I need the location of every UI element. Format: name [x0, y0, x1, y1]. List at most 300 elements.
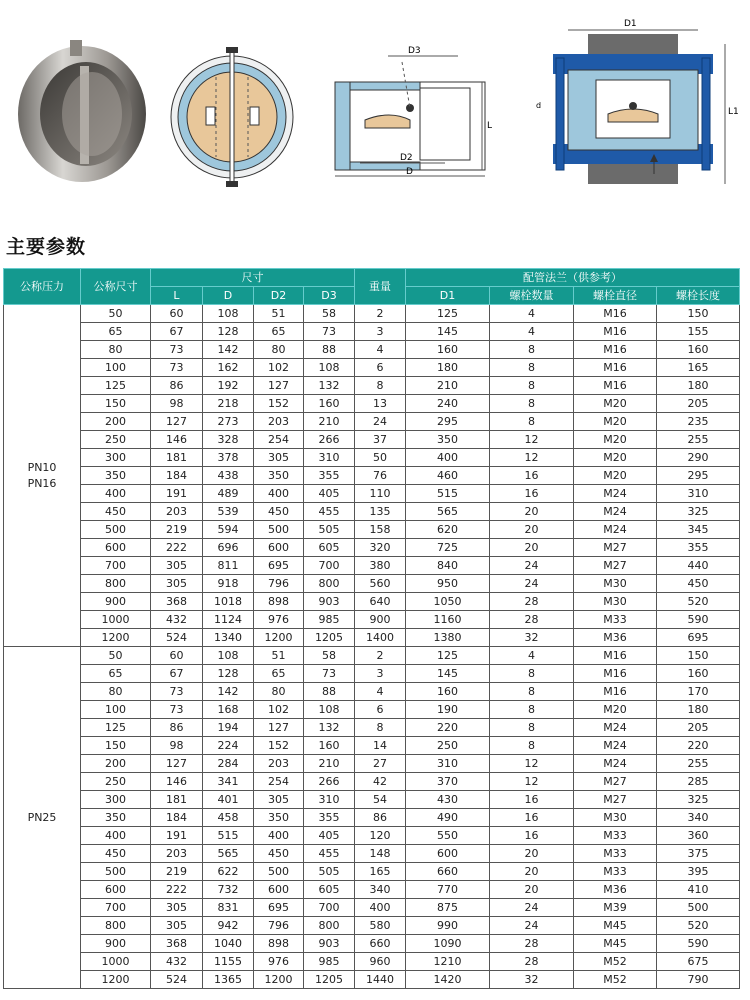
- header-flange: 配管法兰（供参考）: [406, 269, 740, 287]
- table-cell: 985: [304, 953, 355, 971]
- table-cell: 8: [490, 683, 574, 701]
- table-cell: 37: [355, 431, 406, 449]
- table-cell: 305: [151, 557, 203, 575]
- table-cell: 142: [203, 341, 254, 359]
- table-cell: 254: [254, 431, 304, 449]
- table-cell: 16: [490, 467, 574, 485]
- table-cell: 224: [203, 737, 254, 755]
- table-cell: 490: [406, 809, 490, 827]
- pressure-label: PN25: [27, 810, 57, 824]
- table-cell: 150: [81, 395, 151, 413]
- table-cell: 220: [657, 737, 740, 755]
- table-cell: 400: [81, 827, 151, 845]
- header-weight: 重量: [355, 269, 406, 305]
- table-cell: 165: [355, 863, 406, 881]
- table-cell: 65: [254, 323, 304, 341]
- table-cell: 640: [355, 593, 406, 611]
- table-cell: 190: [406, 701, 490, 719]
- table-cell: 148: [355, 845, 406, 863]
- table-cell: 125: [81, 377, 151, 395]
- table-cell: 400: [254, 485, 304, 503]
- table-cell: 125: [406, 647, 490, 665]
- table-cell: 505: [304, 521, 355, 539]
- table-cell: 796: [254, 917, 304, 935]
- table-cell: 960: [355, 953, 406, 971]
- table-cell: 8: [490, 737, 574, 755]
- table-cell: 222: [151, 881, 203, 899]
- table-cell: 600: [254, 539, 304, 557]
- table-cell: 20: [490, 863, 574, 881]
- table-cell: 80: [254, 341, 304, 359]
- table-row: [4, 899, 740, 917]
- table-cell: 395: [657, 863, 740, 881]
- table-row: [4, 575, 740, 593]
- pressure-label: PN10: [27, 460, 57, 474]
- table-cell: 3: [355, 665, 406, 683]
- table-row: [4, 449, 740, 467]
- table-cell: 310: [406, 755, 490, 773]
- table-cell: 12: [490, 773, 574, 791]
- table-cell: 450: [657, 575, 740, 593]
- table-cell: 108: [304, 701, 355, 719]
- table-cell: 489: [203, 485, 254, 503]
- table-cell: 900: [81, 935, 151, 953]
- table-cell: 160: [657, 341, 740, 359]
- header-D: D: [203, 287, 254, 305]
- table-cell: 1205: [304, 629, 355, 647]
- table-cell: 12: [490, 755, 574, 773]
- table-cell: 142: [203, 683, 254, 701]
- table-cell: 24: [490, 899, 574, 917]
- table-cell: 222: [151, 539, 203, 557]
- table-cell: 8: [490, 395, 574, 413]
- table-cell: 65: [81, 323, 151, 341]
- table-cell: M24: [574, 737, 657, 755]
- table-cell: 400: [406, 449, 490, 467]
- table-cell: M27: [574, 773, 657, 791]
- table-cell: 831: [203, 899, 254, 917]
- table-cell: 450: [81, 845, 151, 863]
- table-cell: 305: [151, 917, 203, 935]
- table-cell: 86: [151, 719, 203, 737]
- table-cell: 108: [304, 359, 355, 377]
- table-cell: 800: [81, 575, 151, 593]
- table-cell: 900: [81, 593, 151, 611]
- table-row: [4, 719, 740, 737]
- table-cell: 73: [304, 665, 355, 683]
- table-cell: 219: [151, 521, 203, 539]
- table-cell: 360: [657, 827, 740, 845]
- header-D2: D2: [254, 287, 304, 305]
- table-cell: 976: [254, 953, 304, 971]
- table-cell: 310: [657, 485, 740, 503]
- table-cell: 67: [151, 323, 203, 341]
- table-cell: 524: [151, 971, 203, 989]
- table-cell: 67: [151, 665, 203, 683]
- table-cell: 440: [657, 557, 740, 575]
- table-cell: 550: [406, 827, 490, 845]
- table-row: [4, 935, 740, 953]
- table-cell: 600: [406, 845, 490, 863]
- table-cell: 132: [304, 377, 355, 395]
- table-cell: 350: [254, 809, 304, 827]
- table-cell: 4: [490, 647, 574, 665]
- table-cell: 58: [304, 647, 355, 665]
- table-cell: 16: [490, 827, 574, 845]
- table-cell: 1090: [406, 935, 490, 953]
- table-cell: 16: [490, 809, 574, 827]
- table-cell: 840: [406, 557, 490, 575]
- table-cell: 73: [151, 701, 203, 719]
- table-cell: 100: [81, 701, 151, 719]
- table-cell: 976: [254, 611, 304, 629]
- table-cell: 65: [81, 665, 151, 683]
- table-cell: 65: [254, 665, 304, 683]
- table-row: [4, 701, 740, 719]
- table-cell: M20: [574, 431, 657, 449]
- table-cell: 432: [151, 611, 203, 629]
- table-cell: 520: [657, 917, 740, 935]
- table-cell: 203: [151, 845, 203, 863]
- table-row: [4, 647, 740, 665]
- table-row: [4, 395, 740, 413]
- table-cell: 50: [81, 305, 151, 323]
- table-cell: 54: [355, 791, 406, 809]
- table-cell: 590: [657, 611, 740, 629]
- table-cell: 505: [304, 863, 355, 881]
- table-cell: 295: [657, 467, 740, 485]
- table-cell: 8: [490, 359, 574, 377]
- svg-text:L: L: [487, 121, 493, 131]
- table-cell: 500: [254, 863, 304, 881]
- table-cell: 375: [657, 845, 740, 863]
- table-row: [4, 773, 740, 791]
- table-cell: 310: [304, 449, 355, 467]
- table-cell: 300: [81, 791, 151, 809]
- table-cell: 20: [490, 845, 574, 863]
- table-cell: 219: [151, 863, 203, 881]
- table-cell: 240: [406, 395, 490, 413]
- table-cell: 1365: [203, 971, 254, 989]
- table-row: [4, 611, 740, 629]
- table-cell: 942: [203, 917, 254, 935]
- table-cell: 28: [490, 593, 574, 611]
- table-cell: 732: [203, 881, 254, 899]
- installation-drawing: [528, 14, 740, 196]
- table-cell: 450: [81, 503, 151, 521]
- table-cell: 1200: [254, 971, 304, 989]
- table-cell: 266: [304, 431, 355, 449]
- table-cell: M27: [574, 539, 657, 557]
- table-cell: 108: [203, 305, 254, 323]
- header-dimensions: 尺寸: [151, 269, 355, 287]
- table-cell: 4: [490, 323, 574, 341]
- table-row: [4, 827, 740, 845]
- table-cell: 458: [203, 809, 254, 827]
- table-cell: 285: [657, 773, 740, 791]
- table-cell: 1155: [203, 953, 254, 971]
- table-cell: 51: [254, 647, 304, 665]
- table-cell: 180: [657, 701, 740, 719]
- table-cell: 340: [657, 809, 740, 827]
- table-cell: 165: [657, 359, 740, 377]
- table-cell: 455: [304, 845, 355, 863]
- table-cell: 8: [490, 701, 574, 719]
- table-cell: 6: [355, 701, 406, 719]
- table-cell: 100: [81, 359, 151, 377]
- table-cell: 580: [355, 917, 406, 935]
- table-cell: 98: [151, 395, 203, 413]
- table-cell: 368: [151, 935, 203, 953]
- table-cell: 254: [254, 773, 304, 791]
- table-cell: 990: [406, 917, 490, 935]
- table-cell: 28: [490, 953, 574, 971]
- table-cell: 60: [151, 647, 203, 665]
- table-cell: M33: [574, 611, 657, 629]
- table-cell: 1440: [355, 971, 406, 989]
- table-cell: 20: [490, 503, 574, 521]
- table-cell: 8: [490, 665, 574, 683]
- table-cell: 218: [203, 395, 254, 413]
- table-cell: 594: [203, 521, 254, 539]
- table-cell: 58: [304, 305, 355, 323]
- table-cell: M33: [574, 845, 657, 863]
- table-cell: 250: [406, 737, 490, 755]
- table-cell: 20: [490, 881, 574, 899]
- table-cell: 370: [406, 773, 490, 791]
- table-cell: 127: [151, 413, 203, 431]
- table-cell: 770: [406, 881, 490, 899]
- table-row: [4, 755, 740, 773]
- svg-text:L1: L1: [728, 107, 739, 117]
- table-cell: 320: [355, 539, 406, 557]
- table-cell: 695: [254, 557, 304, 575]
- product-figures: [0, 0, 750, 205]
- table-cell: 73: [151, 359, 203, 377]
- table-cell: 695: [254, 899, 304, 917]
- table-cell: 900: [355, 611, 406, 629]
- table-cell: M20: [574, 467, 657, 485]
- table-cell: 1000: [81, 611, 151, 629]
- table-cell: 13: [355, 395, 406, 413]
- table-cell: 125: [406, 305, 490, 323]
- table-cell: 110: [355, 485, 406, 503]
- table-row: [4, 971, 740, 989]
- table-cell: M27: [574, 557, 657, 575]
- table-cell: 2: [355, 305, 406, 323]
- table-cell: M33: [574, 827, 657, 845]
- table-cell: 32: [490, 629, 574, 647]
- table-cell: 181: [151, 449, 203, 467]
- table-cell: 8: [490, 719, 574, 737]
- table-row: [4, 539, 740, 557]
- table-cell: M16: [574, 665, 657, 683]
- table-cell: 305: [254, 791, 304, 809]
- table-cell: 345: [657, 521, 740, 539]
- table-cell: 8: [490, 413, 574, 431]
- table-cell: 150: [81, 737, 151, 755]
- table-cell: 350: [81, 809, 151, 827]
- table-cell: 565: [406, 503, 490, 521]
- table-group-pn25: [4, 647, 740, 989]
- table-cell: M30: [574, 575, 657, 593]
- table-cell: 24: [355, 413, 406, 431]
- table-row: [4, 683, 740, 701]
- table-cell: 273: [203, 413, 254, 431]
- table-cell: 146: [151, 773, 203, 791]
- table-cell: 1420: [406, 971, 490, 989]
- table-cell: 401: [203, 791, 254, 809]
- table-cell: 127: [254, 719, 304, 737]
- table-row: [4, 953, 740, 971]
- table-cell: 1205: [304, 971, 355, 989]
- table-cell: 162: [203, 359, 254, 377]
- table-cell: M45: [574, 935, 657, 953]
- table-cell: 128: [203, 665, 254, 683]
- table-cell: 80: [81, 683, 151, 701]
- table-row: [4, 845, 740, 863]
- table-cell: 191: [151, 827, 203, 845]
- table-cell: 127: [151, 755, 203, 773]
- table-cell: 80: [254, 683, 304, 701]
- table-cell: 903: [304, 935, 355, 953]
- header-D3: D3: [304, 287, 355, 305]
- table-cell: 1200: [81, 629, 151, 647]
- svg-text:D2: D2: [400, 153, 413, 163]
- side-section-drawing: [330, 20, 510, 200]
- table-cell: 50: [81, 647, 151, 665]
- table-cell: 620: [406, 521, 490, 539]
- table-cell: 28: [490, 611, 574, 629]
- table-cell: 32: [490, 971, 574, 989]
- table-cell: 800: [81, 917, 151, 935]
- pressure-cell: [4, 647, 81, 989]
- table-cell: 60: [151, 305, 203, 323]
- table-cell: 160: [406, 683, 490, 701]
- table-row: [4, 413, 740, 431]
- table-cell: M36: [574, 629, 657, 647]
- table-cell: 14: [355, 737, 406, 755]
- table-cell: 210: [304, 413, 355, 431]
- table-cell: 438: [203, 467, 254, 485]
- table-cell: 203: [254, 755, 304, 773]
- table-cell: 73: [151, 341, 203, 359]
- table-cell: 150: [657, 305, 740, 323]
- header-bolt-dia: 螺栓直径: [574, 287, 657, 305]
- table-cell: 8: [490, 377, 574, 395]
- table-cell: 203: [151, 503, 203, 521]
- table-cell: M52: [574, 971, 657, 989]
- table-cell: 660: [406, 863, 490, 881]
- table-cell: 520: [657, 593, 740, 611]
- table-cell: M16: [574, 341, 657, 359]
- table-cell: M16: [574, 305, 657, 323]
- table-cell: 73: [304, 323, 355, 341]
- table-row: [4, 593, 740, 611]
- table-row: [4, 521, 740, 539]
- table-cell: M52: [574, 953, 657, 971]
- table-cell: M30: [574, 809, 657, 827]
- table-cell: 600: [81, 539, 151, 557]
- table-cell: 250: [81, 431, 151, 449]
- table-cell: 898: [254, 593, 304, 611]
- svg-text:D3: D3: [408, 46, 421, 56]
- table-cell: 255: [657, 431, 740, 449]
- table-cell: 20: [490, 539, 574, 557]
- table-cell: M20: [574, 413, 657, 431]
- table-cell: M16: [574, 323, 657, 341]
- table-cell: 76: [355, 467, 406, 485]
- pressure-cell: [4, 305, 81, 647]
- table-cell: 790: [657, 971, 740, 989]
- table-row: [4, 665, 740, 683]
- table-cell: 8: [355, 719, 406, 737]
- table-cell: 191: [151, 485, 203, 503]
- table-cell: 405: [304, 827, 355, 845]
- table-cell: 524: [151, 629, 203, 647]
- table-cell: 27: [355, 755, 406, 773]
- table-cell: M20: [574, 449, 657, 467]
- table-cell: M24: [574, 719, 657, 737]
- svg-text:d: d: [536, 101, 542, 110]
- table-cell: 102: [254, 701, 304, 719]
- table-cell: 400: [254, 827, 304, 845]
- table-row: [4, 791, 740, 809]
- table-cell: 88: [304, 341, 355, 359]
- table-cell: 102: [254, 359, 304, 377]
- table-group-pn10-pn16: [4, 305, 740, 647]
- table-cell: 368: [151, 593, 203, 611]
- table-cell: 50: [355, 449, 406, 467]
- table-cell: 192: [203, 377, 254, 395]
- table-cell: 86: [355, 809, 406, 827]
- table-cell: 132: [304, 719, 355, 737]
- table-cell: M24: [574, 521, 657, 539]
- table-cell: 898: [254, 935, 304, 953]
- table-cell: 305: [151, 575, 203, 593]
- table-cell: 985: [304, 611, 355, 629]
- table-cell: 660: [355, 935, 406, 953]
- table-cell: 696: [203, 539, 254, 557]
- table-cell: M20: [574, 701, 657, 719]
- table-cell: 168: [203, 701, 254, 719]
- table-cell: 203: [254, 413, 304, 431]
- pressure-label: PN16: [27, 476, 57, 490]
- table-cell: 1340: [203, 629, 254, 647]
- table-cell: M24: [574, 485, 657, 503]
- table-cell: 700: [304, 899, 355, 917]
- table-cell: 145: [406, 323, 490, 341]
- table-cell: 12: [490, 449, 574, 467]
- table-cell: 378: [203, 449, 254, 467]
- spec-table: [3, 268, 740, 989]
- table-row: [4, 881, 740, 899]
- table-cell: 6: [355, 359, 406, 377]
- table-cell: 200: [81, 413, 151, 431]
- table-cell: 405: [304, 485, 355, 503]
- table-cell: 51: [254, 305, 304, 323]
- table-cell: 128: [203, 323, 254, 341]
- table-cell: M39: [574, 899, 657, 917]
- header-D1: D1: [406, 287, 490, 305]
- table-cell: 1400: [355, 629, 406, 647]
- table-cell: M33: [574, 863, 657, 881]
- table-cell: 305: [151, 899, 203, 917]
- table-cell: 950: [406, 575, 490, 593]
- table-cell: 146: [151, 431, 203, 449]
- table-cell: M27: [574, 791, 657, 809]
- header-bolt-len: 螺栓长度: [657, 287, 740, 305]
